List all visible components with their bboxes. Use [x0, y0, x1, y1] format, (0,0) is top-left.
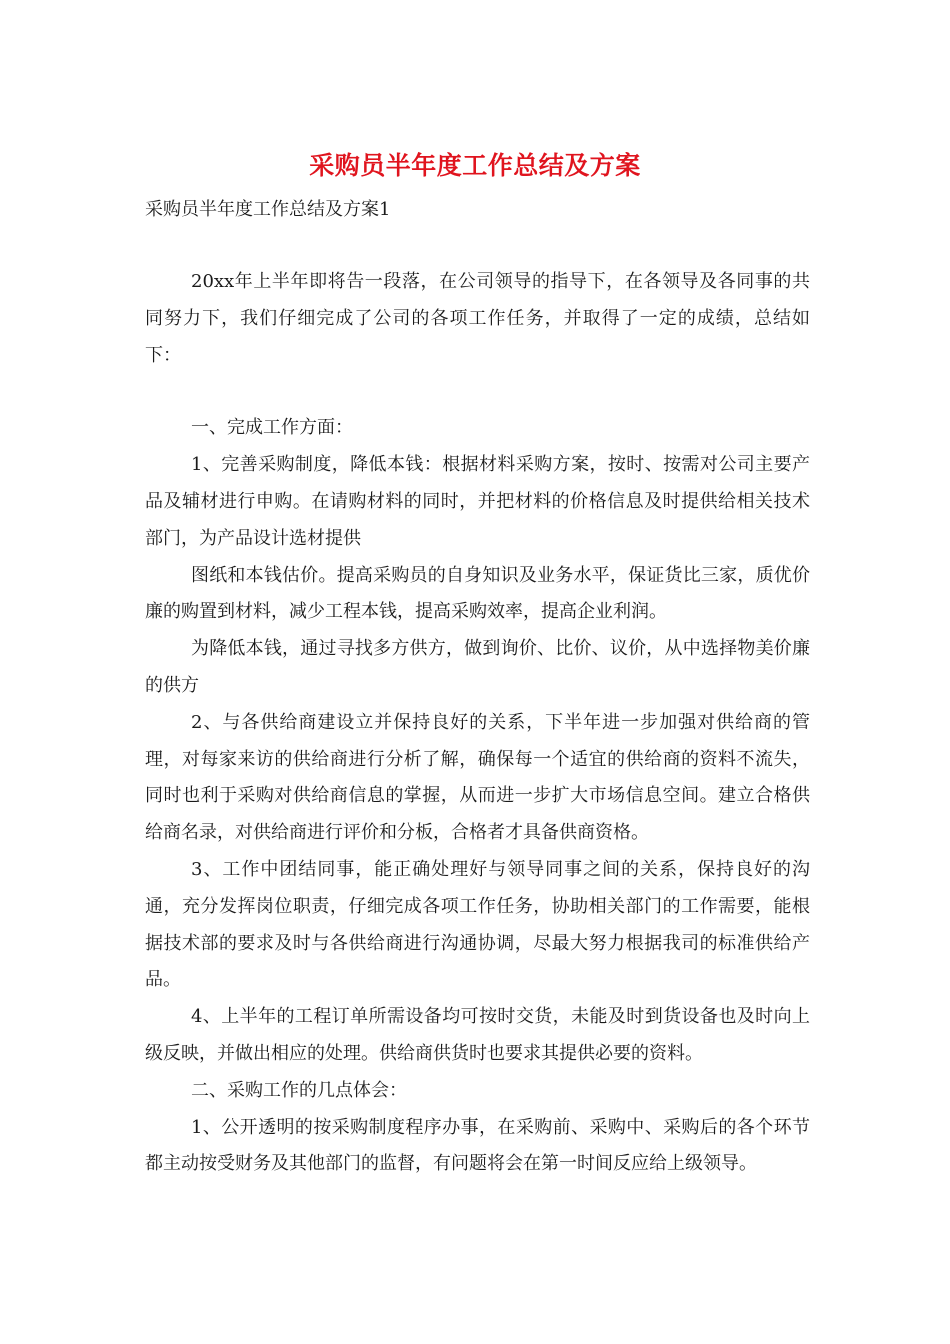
document-subtitle: 采购员半年度工作总结及方案1: [145, 199, 391, 220]
paragraph-item-3: 3、工作中团结同事，能正确处理好与领导同事之间的关系，保持良好的沟通，充分发挥岗位职责，仔细完成各项工作任务，协助相关部门的工作需要，能根据技术部的要求及时与各供给商进行沟通协调，尽最大努力根据我司的标准供给产品。: [145, 858, 810, 991]
intro-paragraph: 20xx年上半年即将告一段落，在公司领导的指导下，在各领导及各同事的共同努力下，我们仔细完成了公司的各项工作任务，并取得了一定的成绩，总结如下：: [145, 271, 810, 366]
paragraph-item-1-cont: 图纸和本钱估价。提高采购员的自身知识及业务水平，保证货比三家，质优价廉的购置到材料，减少工程本钱，提高采购效率，提高企业利润。: [145, 564, 810, 623]
section-heading-1: 一、完成工作方面：: [191, 417, 353, 439]
paragraph-item-2: 2、与各供给商建设立并保持良好的关系，下半年进一步加强对供给商的管理，对每家来访的供给商进行分析了解，确保每一个适宜的供给商的资料不流失，同时也利于采购对供给商信息的掌握，从而进一步扩大市场信息空间。建立合格供给商名录，对供给商进行评价和分板，合格者才具备供商资格。: [145, 711, 810, 844]
section-heading-2: 二、采购工作的几点体会：: [191, 1079, 407, 1101]
paragraph-item-4: 4、上半年的工程订单所需设备均可按时交货，未能及时到货设备也及时向上级反映，并做出相应的处理。供给商供货时也要求其提供必要的资料。: [145, 1006, 810, 1064]
paragraph-item-1-cont-2: 为降低本钱，通过寻找多方供方，做到询价、比价、议价，从中选择物美价廉的供方: [145, 638, 810, 696]
paragraph-spacer: [145, 374, 810, 410]
document-body: [145, 264, 810, 1183]
paragraph-item-1: 1、完善采购制度，降低本钱：根据材料采购方案，按时、按需对公司主要产品及辅材进行申购。在请购材料的同时，并把材料的价格信息及时提供给相关技术部门，为产品设计选材提供: [145, 454, 810, 549]
document-title: 采购员半年度工作总结及方案: [309, 151, 641, 180]
paragraph-item-5: 1、公开透明的按采购制度程序办事，在采购前、采购中、采购后的各个环节都主动按受财务及其他部门的监督，有问题将会在第一时间反应给上级领导。: [145, 1116, 810, 1175]
